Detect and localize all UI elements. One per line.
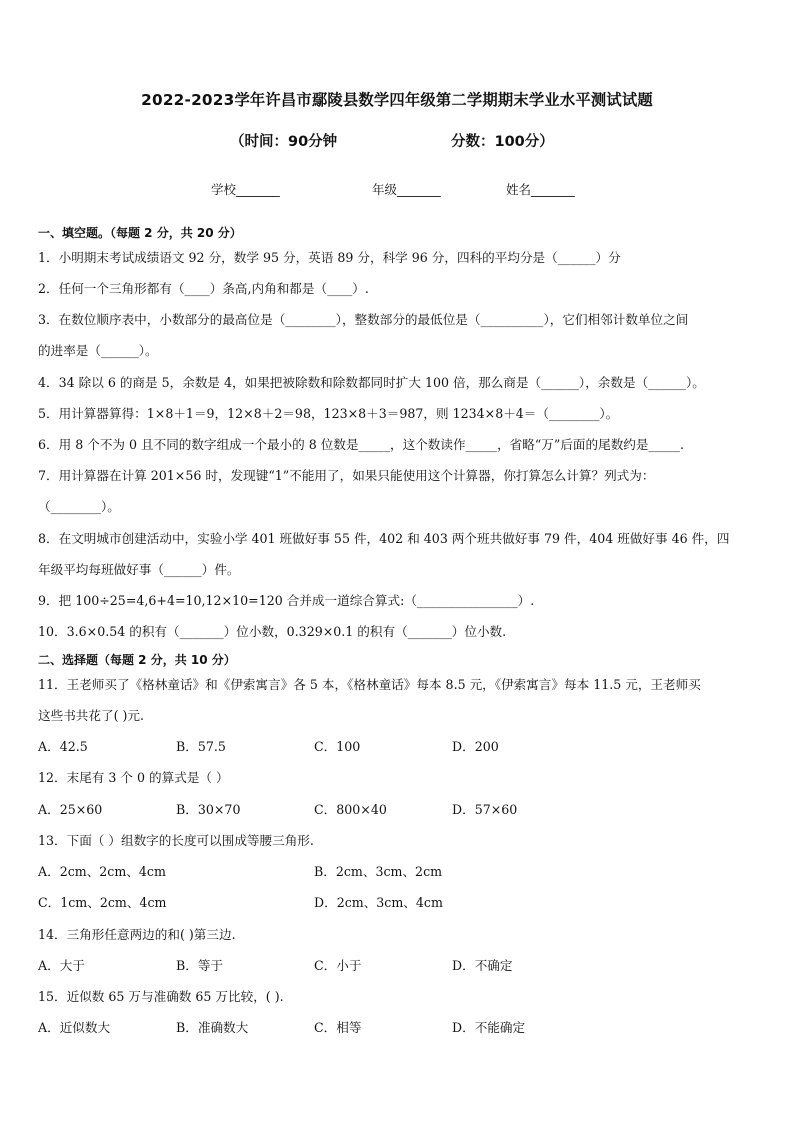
option-c: C．800×40 — [314, 802, 387, 817]
name-field: 姓名_______ — [506, 182, 575, 197]
option-b: B．57.5 — [176, 739, 226, 754]
question-line: 5．用计算器算得：1×8＋1＝9，12×8＋2＝98，123×8＋3＝987，则 1234×8＋4＝（________）。 — [38, 406, 619, 421]
section-choice-title: 二、选择题（每题 2 分，共 10 分） — [38, 653, 236, 667]
question-line: 3．在数位顺序表中，小数部分的最高位是（________），整数部分的最低位是（__________），它们相邻计数单位之间 — [38, 312, 689, 327]
question-line: 的进率是（______）。 — [38, 343, 158, 358]
option-b: B．30×70 — [176, 802, 241, 817]
option-c: C．100 — [314, 739, 361, 754]
question-line: 11．王老师买了《格林童话》和《伊索寓言》各 5 本，《格林童话》每本 8.5 元，《伊索寓言》每本 11.5 元，王老师买 — [38, 677, 701, 692]
question-line: 这些书共花了( )元. — [38, 708, 144, 723]
option-c: C．小于 — [314, 958, 362, 973]
question-line: 12．末尾有 3 个 0 的算式是（ ） — [38, 770, 229, 785]
option-a: A．42.5 — [38, 739, 88, 754]
question-line: 2．任何一个三角形都有（____）条高,内角和都是（____）. — [38, 281, 369, 296]
grade-field: 年级_______ — [372, 182, 441, 197]
question-line: 13．下面（ ）组数字的长度可以围成等腰三角形. — [38, 833, 314, 848]
option-c: C．1cm、2cm、4cm — [38, 895, 167, 910]
option-b: B．准确数大 — [176, 1020, 249, 1035]
question-line: 8．在文明城市创建活动中，实验小学 401 班做好事 55 件，402 和 403 两个班共做好事 79 件，404 班做好事 46 件，四 — [38, 531, 730, 546]
option-d: D．不确定 — [452, 958, 513, 973]
question-line: 15．近似数 65 万与准确数 65 万比较，( ). — [38, 989, 284, 1004]
school-field: 学校_______ — [211, 182, 280, 197]
question-line: 1．小明期末考试成绩语文 92 分，数学 95 分，英语 89 分，科学 96 分，四科的平均分是（______）分 — [38, 250, 621, 265]
question-line: 14．三角形任意两边的和( )第三边. — [38, 927, 236, 942]
option-a: A．25×60 — [38, 802, 103, 817]
option-b: B．等于 — [176, 958, 224, 973]
question-line: 4．34 除以 6 的商是 5，余数是 4，如果把被除数和除数都同时扩大 100 倍，那么商是（______），余数是（______）。 — [38, 375, 705, 390]
question-line: 6．用 8 个不为 0 且不同的数字组成一个最小的 8 位数是_____，这个数读作_____，省略“万”后面的尾数约是_____. — [38, 437, 684, 452]
question-line: 7．用计算器在计算 201×56 时，发现键“1”不能用了，如果只能使用这个计算器，你打算怎么计算？列式为： — [38, 468, 655, 483]
question-line: 年级平均每班做好事（______）件。 — [38, 562, 240, 577]
option-d: D．不能确定 — [452, 1020, 526, 1035]
option-a: A．近似数大 — [38, 1020, 111, 1035]
option-b: B．2cm、3cm、2cm — [314, 864, 443, 879]
option-d: D．57×60 — [452, 802, 518, 817]
option-a: A．2cm、2cm、4cm — [38, 864, 166, 879]
question-line: 9．把 100÷25=4,6+4=10,12×10=120 合并成一道综合算式:（________________）. — [38, 593, 535, 608]
exam-title: 2022-2023学年许昌市鄢陵县数学四年级第二学期期末学业水平测试试题 — [141, 91, 653, 109]
option-a: A．大于 — [38, 958, 85, 973]
option-d: D．200 — [452, 739, 499, 754]
option-c: C．相等 — [314, 1020, 362, 1035]
question-line: 10．3.6×0.54 的积有（_______）位小数，0.329×0.1 的积有（_______）位小数. — [38, 624, 507, 639]
exam-score: 分数：100分） — [451, 134, 554, 150]
section-fill-blank-title: 一、填空题。（每题 2 分，共 20 分） — [38, 226, 242, 240]
question-line: （________）。 — [38, 499, 120, 514]
exam-time: （时间：90分钟 — [230, 134, 338, 150]
option-d: D．2cm、3cm、4cm — [314, 895, 443, 910]
